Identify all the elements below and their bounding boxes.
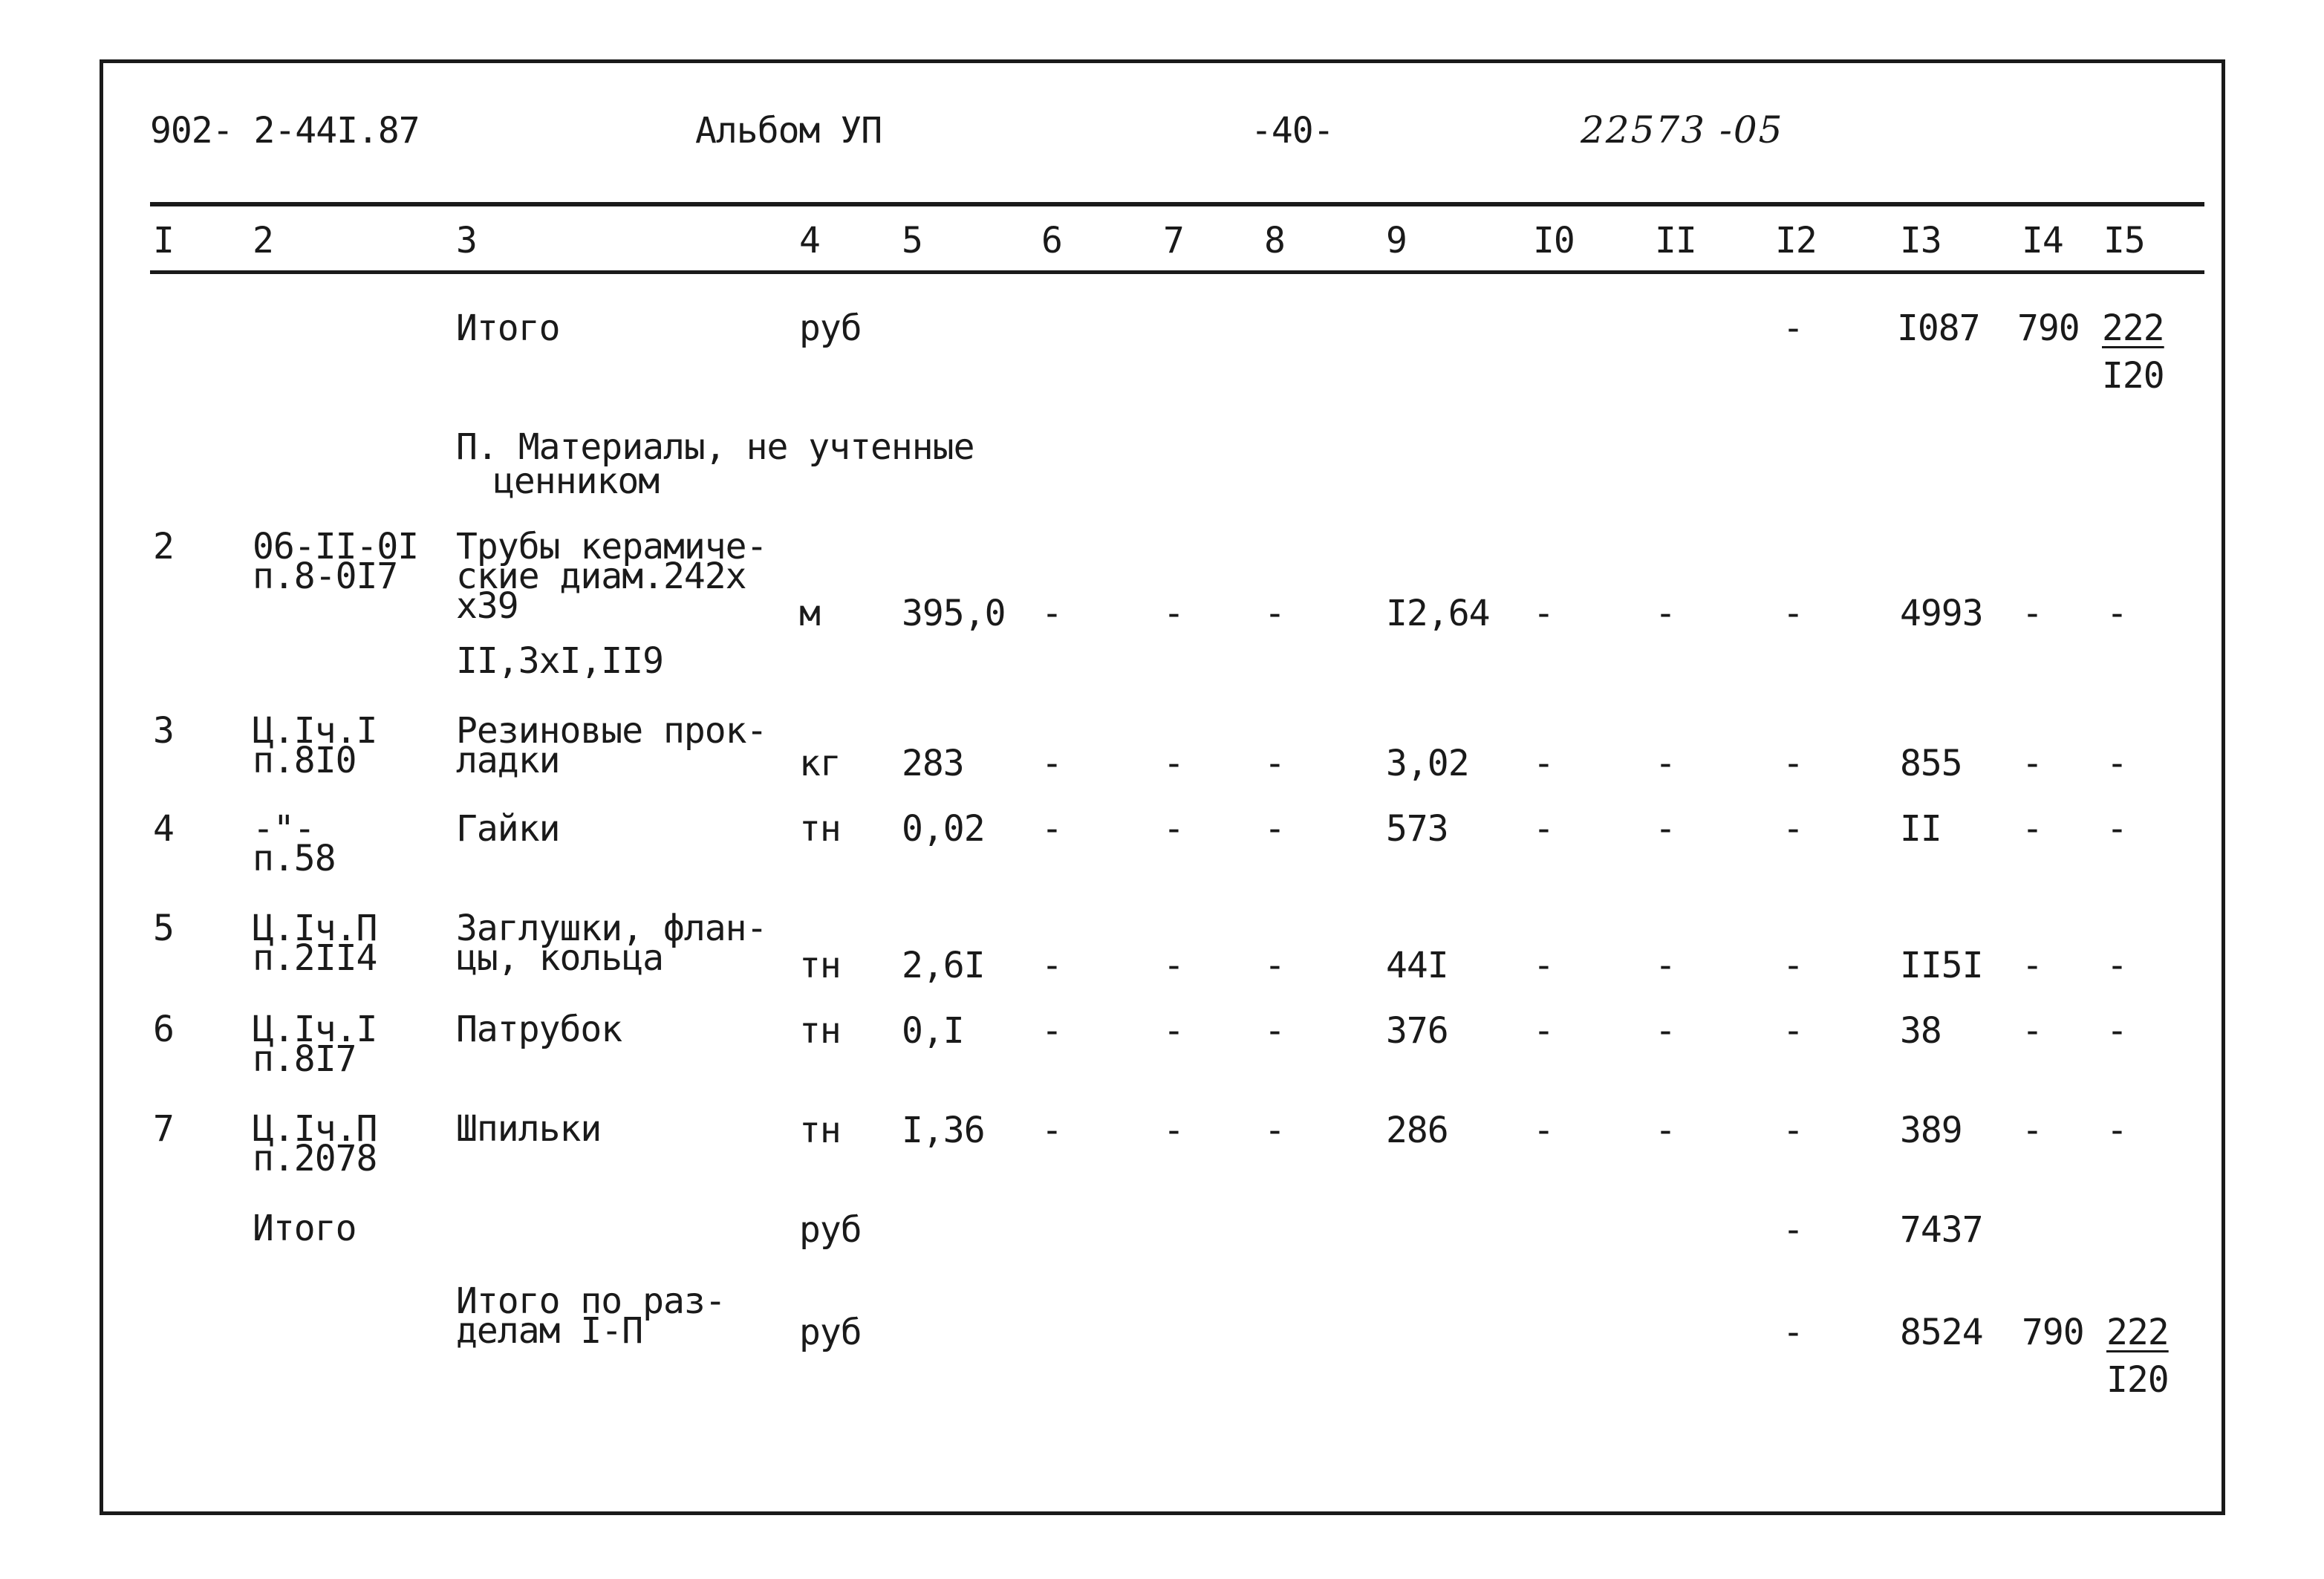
total-3-label-line-2: делам I-П (456, 1310, 643, 1352)
row-col9: 376 (1386, 1010, 1448, 1052)
row-code-line-1: -"- (253, 808, 315, 850)
row-col13: 38 (1900, 1010, 1941, 1052)
row-col15: - (2106, 743, 2127, 784)
row-col14: - (2022, 1010, 2043, 1052)
row-number: 4 (153, 808, 174, 850)
row-col8: - (1264, 593, 1285, 634)
row-col10: - (1533, 808, 1554, 850)
row-col8: - (1264, 1010, 1285, 1052)
row-number: 2 (153, 526, 174, 567)
row-col11: - (1655, 593, 1676, 634)
col-header-7: 7 (1163, 220, 1184, 261)
row-col12: - (1783, 743, 1803, 784)
row-col6: - (1041, 1110, 1062, 1151)
total-1-col15-denominator: I20 (2102, 355, 2164, 397)
total-3-col13: 8524 (1900, 1312, 1983, 1353)
row-col11: - (1655, 808, 1676, 850)
row-col13: 389 (1900, 1110, 1962, 1151)
col-header-1: I (153, 220, 174, 261)
row-col13: 855 (1900, 743, 1962, 784)
row-col10: - (1533, 1010, 1554, 1052)
row-name-line-3: х39 (456, 585, 518, 627)
row-col15: - (2106, 593, 2127, 634)
total-1-col15-numerator: 222 (2102, 307, 2164, 349)
col-header-15: I5 (2103, 220, 2145, 261)
row-code-line-2: п.2078 (253, 1138, 377, 1179)
row-name-line-2: ладки (456, 740, 560, 781)
row-name-line-1: Гайки (456, 808, 560, 850)
row-unit: тн (799, 808, 841, 850)
row-col10: - (1533, 1110, 1554, 1151)
row-col6: - (1041, 743, 1062, 784)
total-3-col14: 790 (2022, 1312, 2084, 1353)
row-col10: - (1533, 945, 1554, 986)
row-name-line-1: Патрубок (456, 1009, 622, 1050)
row-col12: - (1783, 945, 1803, 986)
total-3-col15-numerator: 222 (2106, 1312, 2169, 1353)
row-col6: - (1041, 945, 1062, 986)
row-unit: тн (799, 1110, 841, 1151)
row-code-line-1: Ц.Iч.I (253, 710, 377, 752)
row-col5: 0,02 (902, 808, 985, 850)
row-name-line-1: Резиновые прок- (456, 710, 767, 752)
row-col14: - (2022, 808, 2043, 850)
total-1-col12: - (1783, 307, 1803, 349)
row-name-extra: II,3хI,II9 (456, 640, 663, 682)
row-col7: - (1163, 808, 1184, 850)
row-col13: II5I (1900, 945, 1983, 986)
row-col15: - (2106, 1010, 2127, 1052)
row-col15: - (2106, 808, 2127, 850)
album-label: Альбом УП (695, 110, 882, 152)
total-3-label-line-1: Итого по раз- (456, 1280, 726, 1322)
row-number: 5 (153, 908, 174, 949)
col-header-14: I4 (2022, 220, 2063, 261)
total-2-col13: 7437 (1900, 1209, 1983, 1251)
row-col11: - (1655, 945, 1676, 986)
row-col10: - (1533, 743, 1554, 784)
row-col11: - (1655, 743, 1676, 784)
row-col5: 0,I (902, 1010, 964, 1052)
total-1-unit: руб (799, 307, 862, 349)
row-col6: - (1041, 1010, 1062, 1052)
row-col15: - (2106, 945, 2127, 986)
row-unit: тн (799, 1010, 841, 1052)
row-col5: 2,6I (902, 945, 985, 986)
row-col14: - (2022, 1110, 2043, 1151)
row-col7: - (1163, 593, 1184, 634)
document-code: 902- 2-44I.87 (150, 110, 420, 152)
row-col14: - (2022, 945, 2043, 986)
row-number: 6 (153, 1009, 174, 1050)
row-col5: I,36 (902, 1110, 985, 1151)
row-col5: 283 (902, 743, 964, 784)
row-col14: - (2022, 743, 2043, 784)
col-header-6: 6 (1041, 220, 1062, 261)
page-frame (100, 59, 2225, 1515)
row-code-line-1: Ц.Iч.П (253, 908, 377, 949)
col-header-13: I3 (1900, 220, 1941, 261)
section-title-line-2: ценником (493, 460, 660, 502)
row-col8: - (1264, 808, 1285, 850)
row-code-line-2: п.8I7 (253, 1038, 357, 1080)
row-col8: - (1264, 945, 1285, 986)
row-code-line-2: п.2II4 (253, 937, 377, 979)
page-number: -40- (1251, 110, 1334, 152)
row-col9: I2,64 (1386, 593, 1490, 634)
col-header-2: 2 (253, 220, 273, 261)
total-1-col13: I087 (1897, 307, 1980, 349)
total-3-col15-denominator: I20 (2106, 1359, 2169, 1401)
total-1-col14: 790 (2017, 307, 2080, 349)
row-unit: м (799, 593, 820, 634)
col-header-4: 4 (799, 220, 820, 261)
total-3-col15 (2106, 1312, 2169, 1401)
row-col11: - (1655, 1010, 1676, 1052)
row-name-line-1: Заглушки, флан- (456, 908, 767, 949)
row-unit: тн (799, 945, 841, 986)
row-col8: - (1264, 1110, 1285, 1151)
total-2-label: Итого (253, 1208, 357, 1249)
total-2-unit: руб (799, 1209, 862, 1251)
row-number: 3 (153, 710, 174, 752)
row-name-line-2: цы, кольца (456, 937, 663, 979)
row-code-line-1: Ц.Iч.I (253, 1009, 377, 1050)
row-col9: 3,02 (1386, 743, 1469, 784)
row-col7: - (1163, 1110, 1184, 1151)
total-1-label: Итого (456, 307, 560, 349)
total-1-col15 (2102, 307, 2164, 397)
row-col13: II (1900, 808, 1941, 850)
handwritten-doc-number: 22573 -05 (1581, 108, 1784, 152)
row-col14: - (2022, 593, 2043, 634)
row-col13: 4993 (1900, 593, 1983, 634)
row-name-line-1: Шпильки (456, 1108, 602, 1150)
section-title-line-1: П. Материалы, не учтенные (456, 426, 974, 468)
row-col6: - (1041, 593, 1062, 634)
row-col8: - (1264, 743, 1285, 784)
row-col9: 44I (1386, 945, 1448, 986)
row-col6: - (1041, 808, 1062, 850)
row-col12: - (1783, 1110, 1803, 1151)
col-header-3: 3 (456, 220, 477, 261)
row-code-line-2: п.8I0 (253, 740, 357, 781)
row-code-line-2: п.8-0I7 (253, 556, 398, 597)
row-col15: - (2106, 1110, 2127, 1151)
row-code-line-1: Ц.Iч.П (253, 1108, 377, 1150)
row-col12: - (1783, 1010, 1803, 1052)
total-3-unit: руб (799, 1312, 862, 1353)
col-header-9: 9 (1386, 220, 1407, 261)
row-col12: - (1783, 808, 1803, 850)
row-number: 7 (153, 1108, 174, 1150)
row-col5: 395,0 (902, 593, 1006, 634)
row-col7: - (1163, 945, 1184, 986)
row-col7: - (1163, 743, 1184, 784)
row-col9: 286 (1386, 1110, 1448, 1151)
col-header-10: I0 (1533, 220, 1575, 261)
row-name-line-2: ские диам.242х (456, 556, 746, 597)
header-top-rule (150, 202, 2204, 206)
header-bottom-rule (150, 270, 2204, 274)
row-code-line-1: 06-II-0I (253, 526, 419, 567)
total-2-col12: - (1783, 1209, 1803, 1251)
col-header-11: II (1655, 220, 1696, 261)
col-header-8: 8 (1264, 220, 1285, 261)
total-3-col12: - (1783, 1312, 1803, 1353)
row-col11: - (1655, 1110, 1676, 1151)
row-col9: 573 (1386, 808, 1448, 850)
row-name-line-1: Трубы керамиче- (456, 526, 767, 567)
row-col10: - (1533, 593, 1554, 634)
row-col7: - (1163, 1010, 1184, 1052)
col-header-5: 5 (902, 220, 922, 261)
row-code-line-2: п.58 (253, 838, 336, 879)
row-col12: - (1783, 593, 1803, 634)
row-unit: кг (799, 743, 841, 784)
col-header-12: I2 (1775, 220, 1817, 261)
